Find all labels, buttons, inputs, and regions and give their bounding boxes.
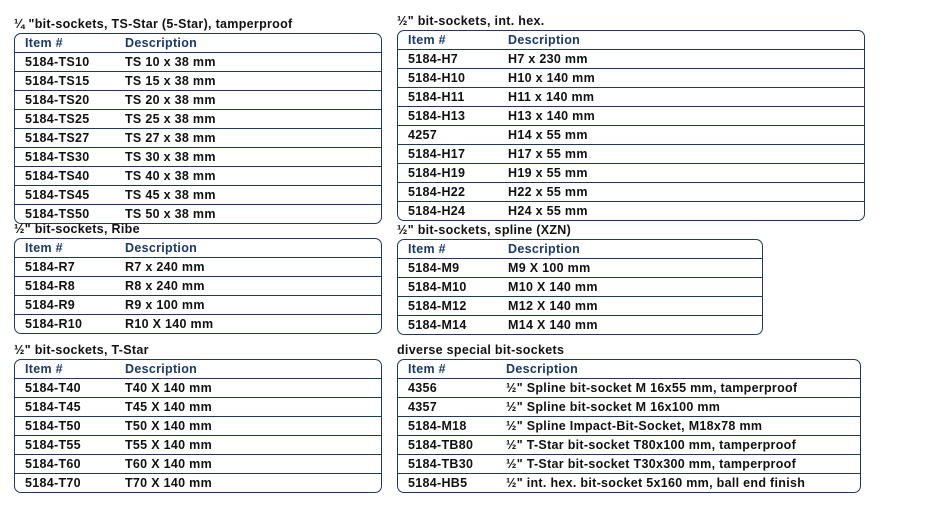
- table-row: [398, 277, 762, 296]
- table-row: [398, 454, 860, 473]
- item-number: 5184-TS30: [25, 150, 90, 164]
- item-description: T70 X 140 mm: [125, 476, 212, 490]
- item-number: 5184-R9: [25, 298, 76, 312]
- item-number: 5184-R10: [25, 317, 83, 331]
- section-t-star: [14, 341, 382, 493]
- table-header: [398, 31, 864, 49]
- item-description: R9 x 100 mm: [125, 298, 205, 312]
- item-number: 5184-M10: [408, 280, 467, 294]
- item-description: ½" T-Star bit-socket T80x100 mm, tamperproof: [506, 438, 797, 452]
- table-row: [398, 435, 860, 454]
- header-item: Item #: [408, 33, 446, 47]
- item-description: T55 X 140 mm: [125, 438, 212, 452]
- table-row: [398, 163, 864, 182]
- header-item: Item #: [408, 242, 446, 256]
- table-header: [398, 240, 762, 258]
- item-description: R7 x 240 mm: [125, 260, 205, 274]
- table-row: [15, 109, 381, 128]
- table-row: [15, 473, 381, 492]
- item-description: TS 40 x 38 mm: [125, 169, 216, 183]
- header-description: Description: [506, 362, 579, 376]
- product-table: [14, 238, 382, 334]
- item-number: 5184-TS45: [25, 188, 90, 202]
- item-description: R10 X 140 mm: [125, 317, 214, 331]
- item-number: 5184-R7: [25, 260, 76, 274]
- item-number: 5184-H24: [408, 204, 466, 218]
- table-row: [398, 416, 860, 435]
- section-ts-star: [14, 15, 382, 224]
- product-table: [14, 359, 382, 493]
- header-description: Description: [508, 242, 581, 256]
- product-table: [397, 359, 861, 493]
- table-row: [15, 276, 381, 295]
- item-description: ½" Spline bit-socket M 16x100 mm: [506, 400, 721, 414]
- item-number: 5184-M18: [408, 419, 467, 433]
- table-row: [398, 315, 762, 334]
- table-row: [398, 296, 762, 315]
- item-description: H13 x 140 mm: [508, 109, 595, 123]
- item-number: 5184-T50: [25, 419, 81, 433]
- item-number: 4357: [408, 400, 438, 414]
- item-number: 5184-T70: [25, 476, 81, 490]
- item-description: TS 45 x 38 mm: [125, 188, 216, 202]
- item-description: TS 20 x 38 mm: [125, 93, 216, 107]
- product-table: [14, 33, 382, 224]
- item-number: 5184-TB30: [408, 457, 474, 471]
- item-description: ½" T-Star bit-socket T30x300 mm, tamperproof: [506, 457, 797, 471]
- item-description: H11 x 140 mm: [508, 90, 595, 104]
- table-row: [15, 295, 381, 314]
- header-description: Description: [508, 33, 581, 47]
- item-number: 5184-H10: [408, 71, 466, 85]
- item-description: H19 x 55 mm: [508, 166, 588, 180]
- product-table: [397, 30, 865, 221]
- table-row: [15, 128, 381, 147]
- item-number: 5184-TS15: [25, 74, 90, 88]
- section-title: ¼ "bit-sockets, TS-Star (5-Star), tamperproof: [14, 17, 293, 31]
- item-number: 5184-M9: [408, 261, 460, 275]
- table-row: [15, 71, 381, 90]
- table-header: [15, 360, 381, 378]
- table-row: [15, 378, 381, 397]
- item-number: 5184-T60: [25, 457, 81, 471]
- table-row: [15, 52, 381, 71]
- table-header: [398, 360, 860, 378]
- item-description: M9 X 100 mm: [508, 261, 591, 275]
- item-description: TS 15 x 38 mm: [125, 74, 216, 88]
- item-description: TS 10 x 38 mm: [125, 55, 216, 69]
- section-spline-xzn: [397, 221, 763, 335]
- item-description: ½" Spline bit-socket M 16x55 mm, tamperproof: [506, 381, 798, 395]
- table-row: [398, 49, 864, 68]
- header-description: Description: [125, 36, 198, 50]
- item-description: H7 x 230 mm: [508, 52, 588, 66]
- item-number: 5184-M14: [408, 318, 467, 332]
- table-row: [398, 473, 860, 492]
- item-description: TS 27 x 38 mm: [125, 131, 216, 145]
- item-number: 5184-T40: [25, 381, 81, 395]
- item-description: TS 25 x 38 mm: [125, 112, 216, 126]
- item-number: 5184-M12: [408, 299, 467, 313]
- product-table: [397, 239, 763, 335]
- section-title: ½" bit-sockets, int. hex.: [397, 14, 545, 28]
- item-number: 4356: [408, 381, 438, 395]
- header-description: Description: [125, 241, 198, 255]
- table-row: [15, 185, 381, 204]
- table-row: [15, 257, 381, 276]
- table-row: [398, 258, 762, 277]
- table-header: [15, 34, 381, 52]
- item-number: 5184-TS25: [25, 112, 90, 126]
- item-description: R8 x 240 mm: [125, 279, 205, 293]
- item-description: T50 X 140 mm: [125, 419, 212, 433]
- item-number: 4257: [408, 128, 438, 142]
- item-description: ½" Spline Impact-Bit-Socket, M18x78 mm: [506, 419, 763, 433]
- table-row: [15, 90, 381, 109]
- item-description: H10 x 140 mm: [508, 71, 595, 85]
- table-row: [15, 397, 381, 416]
- item-number: 5184-H22: [408, 185, 466, 199]
- item-description: H24 x 55 mm: [508, 204, 588, 218]
- item-number: 5184-T45: [25, 400, 81, 414]
- table-row: [15, 314, 381, 333]
- item-number: 5184-H17: [408, 147, 466, 161]
- table-row: [15, 147, 381, 166]
- table-row: [15, 454, 381, 473]
- table-row: [15, 416, 381, 435]
- section-title: ½" bit-sockets, spline (XZN): [397, 223, 572, 237]
- section-ribe: [14, 220, 382, 334]
- table-row: [15, 435, 381, 454]
- item-description: M10 X 140 mm: [508, 280, 598, 294]
- item-number: 5184-TS10: [25, 55, 90, 69]
- item-description: T45 X 140 mm: [125, 400, 212, 414]
- item-description: TS 30 x 38 mm: [125, 150, 216, 164]
- item-description: T60 X 140 mm: [125, 457, 212, 471]
- item-number: 5184-R8: [25, 279, 76, 293]
- table-row: [398, 125, 864, 144]
- section-title: ½" bit-sockets, T-Star: [14, 343, 149, 357]
- item-number: 5184-H19: [408, 166, 466, 180]
- table-row: [398, 201, 864, 220]
- item-description: ½" int. hex. bit-socket 5x160 mm, ball end finish: [506, 476, 806, 490]
- item-number: 5184-H7: [408, 52, 459, 66]
- item-number: 5184-TS50: [25, 207, 90, 221]
- header-description: Description: [125, 362, 198, 376]
- section-diverse-special: [397, 341, 861, 493]
- header-item: Item #: [25, 362, 63, 376]
- item-number: 5184-TS27: [25, 131, 90, 145]
- item-number: 5184-TS40: [25, 169, 90, 183]
- section-title: diverse special bit-sockets: [397, 343, 565, 357]
- header-item: Item #: [25, 241, 63, 255]
- item-number: 5184-H11: [408, 90, 465, 104]
- item-number: 5184-HB5: [408, 476, 468, 490]
- item-description: TS 50 x 38 mm: [125, 207, 216, 221]
- item-description: M12 X 140 mm: [508, 299, 598, 313]
- table-row: [398, 397, 860, 416]
- item-description: H14 x 55 mm: [508, 128, 588, 142]
- table-header: [15, 239, 381, 257]
- table-row: [398, 378, 860, 397]
- item-description: M14 X 140 mm: [508, 318, 598, 332]
- table-row: [398, 182, 864, 201]
- header-item: Item #: [408, 362, 446, 376]
- table-row: [398, 87, 864, 106]
- table-row: [398, 106, 864, 125]
- item-number: 5184-TB80: [408, 438, 474, 452]
- header-item: Item #: [25, 36, 63, 50]
- table-row: [398, 144, 864, 163]
- item-description: H22 x 55 mm: [508, 185, 588, 199]
- section-int-hex: [397, 12, 865, 221]
- item-description: H17 x 55 mm: [508, 147, 588, 161]
- section-title: ½" bit-sockets, Ribe: [14, 222, 140, 236]
- table-row: [398, 68, 864, 87]
- item-number: 5184-T55: [25, 438, 81, 452]
- table-row: [15, 166, 381, 185]
- item-number: 5184-TS20: [25, 93, 90, 107]
- item-number: 5184-H13: [408, 109, 466, 123]
- item-description: T40 X 140 mm: [125, 381, 212, 395]
